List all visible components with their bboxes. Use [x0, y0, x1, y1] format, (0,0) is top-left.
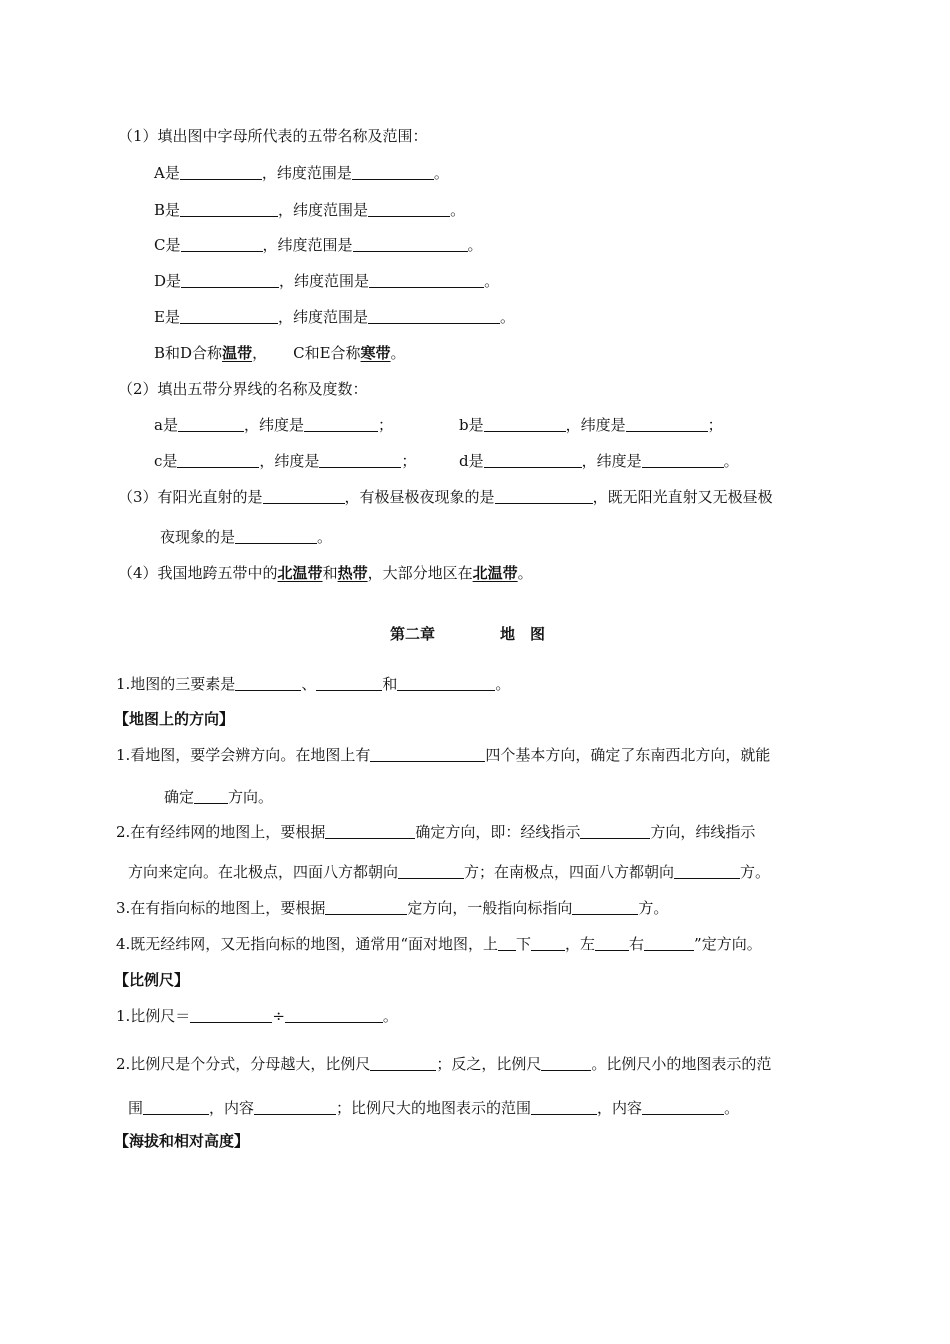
blank[interactable]	[180, 308, 278, 324]
blank[interactable]	[674, 863, 740, 879]
direction-item-3: 3.在有指向标的地图上，要根据 定方向，一般指向标指向 方。	[116, 899, 669, 917]
blank[interactable]	[319, 452, 401, 468]
blank[interactable]	[143, 1099, 209, 1115]
blank[interactable]	[194, 788, 228, 804]
map-elements: 1.地图的三要素是 、 和 。	[116, 675, 511, 693]
blank[interactable]	[644, 935, 694, 951]
q1-row-b: B是 ，纬度范围是 。	[154, 201, 466, 219]
blank[interactable]	[531, 935, 565, 951]
q3-line1: （3）有阳光直射的是 ，有极昼极夜现象的是 ，既无阳光直射又无极昼极	[118, 488, 773, 506]
blank[interactable]	[484, 416, 566, 432]
scale-item-1: 1.比例尺＝ ÷ 。	[116, 1007, 398, 1025]
blank[interactable]	[254, 1099, 336, 1115]
blank[interactable]	[541, 1055, 591, 1071]
blank[interactable]	[353, 236, 468, 252]
blank[interactable]	[626, 416, 708, 432]
blank[interactable]	[531, 1099, 597, 1115]
blank[interactable]	[498, 935, 516, 951]
scale-item-2-cont: 围 ，内容 ；比例尺大的地图表示的范围 ，内容 。	[128, 1099, 740, 1117]
blank[interactable]	[325, 823, 415, 839]
blank[interactable]	[398, 863, 464, 879]
blank[interactable]	[595, 935, 629, 951]
chapter-title: 地 图	[500, 625, 546, 643]
q1-header: （1）填出图中字母所代表的五带名称及范围：	[118, 127, 428, 145]
direction-item-4: 4.既无经纬网，又无指向标的地图，通常用“面对地图，上 下 ，左 右 ”定方向。	[116, 935, 762, 953]
direction-item-2-cont: 方向来定向。在北极点，四面八方都朝向 方；在南极点，四面八方都朝向 方。	[128, 863, 771, 881]
scale-item-2: 2.比例尺是个分式，分母越大，比例尺 ；反之，比例尺 。比例尺小的地图表示的范	[116, 1055, 772, 1073]
q1-combo: B和D合称温带， C和E合称寒带。	[154, 344, 406, 362]
blank[interactable]	[180, 201, 278, 217]
direction-item-1: 1.看地图，要学会辨方向。在地图上有 四个基本方向，确定了东南西北方向，就能	[116, 746, 771, 764]
blank[interactable]	[325, 899, 407, 915]
direction-item-2: 2.在有经纬网的地图上，要根据 确定方向，即：经线指示 方向，纬线指示	[116, 823, 756, 841]
q2-row-d: d是 ，纬度是 。	[459, 452, 739, 470]
q2-row-c: c是 ，纬度是 ；	[154, 452, 417, 470]
blank[interactable]	[495, 488, 593, 504]
blank[interactable]	[181, 236, 263, 252]
blank[interactable]	[368, 308, 500, 324]
q1-row-c: C是 ，纬度范围是 。	[154, 236, 483, 254]
direction-heading: 【地图上的方向】	[114, 710, 235, 728]
blank[interactable]	[304, 416, 378, 432]
blank[interactable]	[190, 1007, 272, 1023]
blank[interactable]	[263, 488, 345, 504]
chapter-number: 第二章	[390, 625, 436, 643]
blank[interactable]	[642, 452, 724, 468]
q4-line: （4）我国地跨五带中的北温带和热带，大部分地区在北温带。	[118, 564, 533, 582]
blank[interactable]	[642, 1099, 724, 1115]
blank[interactable]	[370, 746, 485, 762]
blank[interactable]	[370, 1055, 436, 1071]
blank[interactable]	[397, 675, 495, 691]
blank[interactable]	[285, 1007, 383, 1023]
blank[interactable]	[181, 272, 279, 288]
q2-row-a: a是 ，纬度是 ；	[154, 416, 393, 434]
blank[interactable]	[316, 675, 382, 691]
blank[interactable]	[235, 675, 301, 691]
q2-header: （2）填出五带分界线的名称及度数：	[118, 380, 368, 398]
q1-row-a: A是 ，纬度范围是 。	[154, 164, 449, 182]
blank[interactable]	[572, 899, 638, 915]
altitude-heading: 【海拔和相对高度】	[114, 1132, 250, 1150]
blank[interactable]	[368, 201, 450, 217]
blank[interactable]	[369, 272, 484, 288]
q1-row-d: D是 ，纬度范围是 。	[154, 272, 500, 290]
q1-row-e: E是 ，纬度范围是 。	[154, 308, 515, 326]
blank[interactable]	[352, 164, 434, 180]
blank[interactable]	[484, 452, 582, 468]
blank[interactable]	[178, 416, 244, 432]
blank[interactable]	[580, 823, 650, 839]
direction-item-1-cont: 确定 方向。	[164, 788, 274, 806]
blank[interactable]	[180, 164, 262, 180]
blank[interactable]	[177, 452, 259, 468]
q3-line2: 夜现象的是 。	[160, 528, 333, 546]
blank[interactable]	[235, 528, 317, 544]
q2-row-b: b是 ，纬度是 ；	[459, 416, 723, 434]
scale-heading: 【比例尺】	[114, 971, 190, 989]
